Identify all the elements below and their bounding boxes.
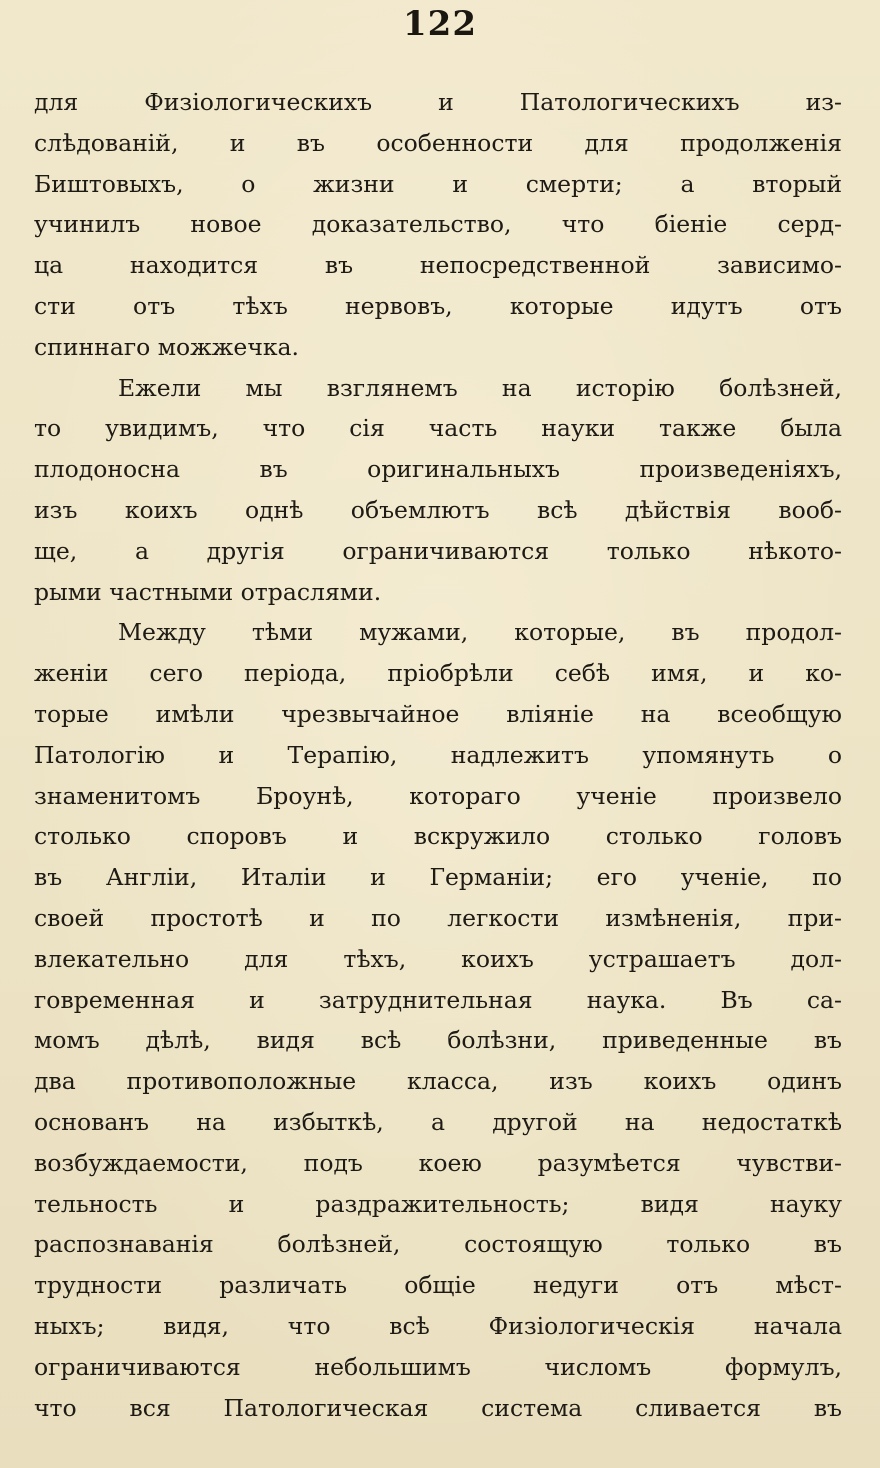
text-line: торые имѣли чрезвычайное вліяніе на всеобщую bbox=[34, 699, 842, 728]
text-line: изъ коихъ однѣ объемлютъ всѣ дѣйствія вооб- bbox=[34, 495, 842, 524]
text-line: для Физіологическихъ и Патологическихъ из- bbox=[34, 88, 842, 116]
text-line: распознаванія болѣзней, состоящую только въ bbox=[34, 1230, 842, 1259]
text-line: основанъ на избыткѣ, а другой на недостаткѣ bbox=[34, 1107, 842, 1136]
text-line: трудности различать общіе недуги отъ мѣст- bbox=[34, 1271, 842, 1300]
text-line: учинилъ новое доказательство, что біеніе серд- bbox=[34, 210, 842, 239]
text-line: ограничиваются небольшимъ числомъ формулъ, bbox=[34, 1352, 842, 1381]
text-line: въ Англіи, Италіи и Германіи; его ученіе, по bbox=[34, 863, 842, 892]
paragraph-start-line: Ежели мы взглянемъ на исторію болѣзней, bbox=[118, 373, 842, 402]
text-line: ца находится въ непосредственной зависимо- bbox=[34, 251, 842, 280]
page-number: 122 bbox=[403, 4, 477, 44]
text-line: слѣдованій, и въ особенности для продолженія bbox=[34, 128, 842, 157]
text-line: плодоносна въ оригинальныхъ произведеніяхъ, bbox=[34, 455, 842, 484]
text-line: Биштовыхъ, о жизни и смерти; а вторый bbox=[34, 169, 842, 198]
paragraph-end-line: спиннаго можжечка. bbox=[34, 332, 300, 361]
text-line: знаменитомъ Броунѣ, котораго ученіе произвело bbox=[34, 781, 842, 810]
paragraph-end-line: рыми частными отраслями. bbox=[34, 577, 382, 606]
text-line: говременная и затруднительная наука. Въ са- bbox=[34, 985, 842, 1014]
text-line: тельность и раздражительность; видя науку bbox=[34, 1189, 842, 1218]
text-line: сти отъ тѣхъ нервовъ, которые идутъ отъ bbox=[34, 291, 842, 320]
text-line: столько споровъ и вскружило столько головъ bbox=[34, 822, 842, 851]
text-line: своей простотѣ и по легкости измѣненія, при- bbox=[34, 903, 842, 932]
text-line: Патологію и Терапію, надлежитъ упомянуть о bbox=[34, 740, 842, 769]
text-line: два противоположные класса, изъ коихъ одинъ bbox=[34, 1067, 842, 1096]
text-line: возбуждаемости, подъ коею разумѣется чувстви- bbox=[34, 1148, 842, 1177]
text-line: что вся Патологическая система сливается въ bbox=[34, 1393, 842, 1422]
text-line: момъ дѣлѣ, видя всѣ болѣзни, приведенные въ bbox=[34, 1026, 842, 1055]
text-line: женіи сего періода, пріобрѣли себѣ имя, и ко- bbox=[34, 659, 842, 688]
text-line: влекательно для тѣхъ, коихъ устрашаетъ дол- bbox=[34, 944, 842, 973]
paragraph-start-line: Между тѣми мужами, которые, въ продол- bbox=[118, 618, 842, 647]
text-line: то увидимъ, что сія часть науки также была bbox=[34, 414, 842, 443]
text-line: ныхъ; видя, что всѣ Физіологическія начала bbox=[34, 1311, 842, 1340]
text-line: ще, а другія ограничиваются только нѣкото- bbox=[34, 536, 842, 565]
body-text bbox=[34, 82, 842, 1428]
